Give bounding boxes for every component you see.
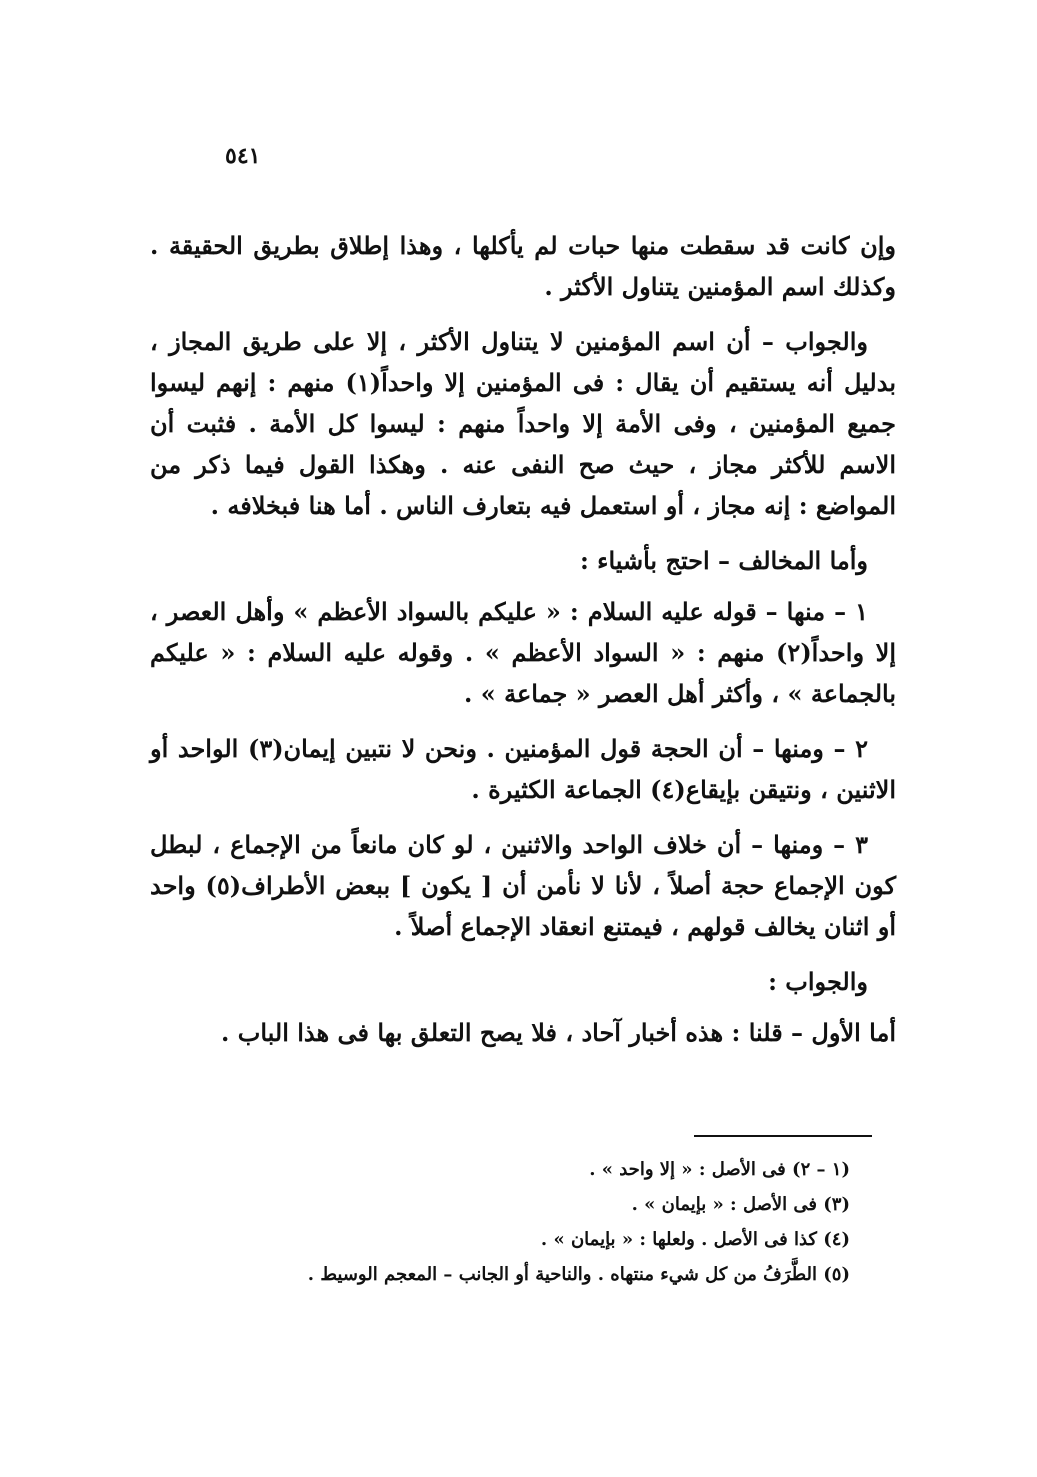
paragraph-3: وأما المخالف – احتج بأشياء : (579, 546, 868, 575)
footnote-4: (٥) الطَّرَفُ من كل شيء منتهاه . والناحية أو الجانب – المعجم الوسيط . (307, 1264, 850, 1285)
paragraph-4: ١ – منها – قوله عليه السلام : « عليكم بالسواد الأعظم » وأهل العصر ، إلا واحداً(٢) منهم : « السواد الأعظم » . وقوله عليه السلام : « عليكم بالجماعة » ، وأكثر أهل العصر « جماعة » . (150, 597, 897, 708)
main-text (150, 225, 896, 1067)
footnote-1: (١ – ٢) فى الأصل : « إلا واحد » . (589, 1159, 850, 1180)
paragraph-6: ٣ – ومنها – أن خلاف الواحد والاثنين ، لو كان مانعاً من الإجماع ، لبطل كون الإجماع حجة أصلاً ، لأنا لا نأمن أن [ يكون ] ببعض الأطراف(٥) واحد أو اثنان يخالف قولهم ، فيمتنع انعقاد الإجماع أصلاً . (150, 830, 897, 941)
footnote-3: (٤) كذا فى الأصل . ولعلها : « بإيمان » . (540, 1229, 850, 1250)
footnote-2: (٣) فى الأصل : « بإيمان » . (631, 1194, 850, 1215)
paragraph-2: والجواب – أن اسم المؤمنين لا يتناول الأكثر ، إلا على طريق المجاز ، بدليل أنه يستقيم أن يقال : فى المؤمنين إلا واحداً(١) منهم : إنهم ليسوا جميع المؤمنين ، وفى الأمة إلا واحداً منهم : ليسوا كل الأمة . فثبت أن الاسم للأكثر مجاز ، حيث صح النفى عنه . وهكذا القول فيما ذكر من المواضع : إنه مجاز ، أو استعمل فيه بتعارف الناس . أما هنا فبخلافه . (150, 327, 896, 520)
footnotes (250, 1152, 850, 1292)
footnote-divider (694, 1135, 872, 1137)
paragraph-7: والجواب : (768, 967, 868, 996)
paragraph-8: أما الأول – قلنا : هذه أخبار آحاد ، فلا يصح التعلق بها فى هذا الباب . (221, 1018, 896, 1047)
paragraph-1: وإن كانت قد سقطت منها حبات لم يأكلها ، وهذا إطلاق بطريق الحقيقة . وكذلك اسم المؤمنين يتناول الأكثر . (150, 231, 896, 301)
paragraph-5: ٢ – ومنها – أن الحجة قول المؤمنين . ونحن لا نتبين إيمان(٣) الواحد أو الاثنين ، ونتيقن بإيقاع(٤) الجماعة الكثيرة . (150, 734, 896, 804)
page-number: ٥٤١ (225, 143, 261, 169)
